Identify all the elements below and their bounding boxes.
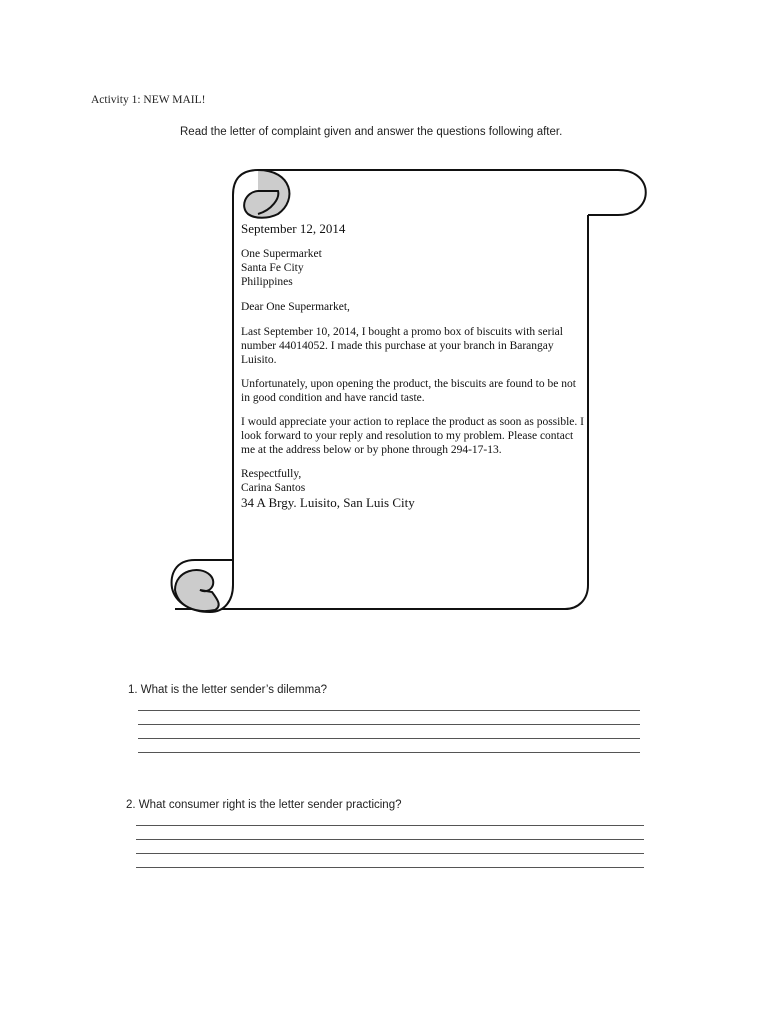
answer-line[interactable] (138, 724, 640, 725)
letter-paragraph: Last September 10, 2014, I bought a promo box of biscuits with serial number 44014052. I made this purchase at your branch in Barangay Luisito. (241, 326, 563, 366)
answer-line[interactable] (138, 738, 640, 739)
letter-date: September 12, 2014 (241, 221, 346, 236)
recipient-address-line: Santa Fe City (241, 262, 304, 274)
instructions-text: Read the letter of complaint given and answer the questions following after. (180, 126, 563, 138)
letter-salutation: Dear One Supermarket, (241, 301, 350, 313)
question-1: 1. What is the letter sender’s dilemma? (128, 684, 327, 696)
answer-line[interactable] (136, 853, 644, 854)
letter-paragraph: Unfortunately, upon opening the product, the biscuits are found to be not in good condition and have rancid taste. (241, 378, 576, 404)
answer-line[interactable] (136, 839, 644, 840)
recipient-address-line: One Supermarket (241, 248, 322, 260)
letter-paragraph: I would appreciate your action to replace the product as soon as possible. I look forward to your reply and resolution to my problem. Please contact me at the address below or by phone through 294-17-13. (241, 416, 584, 456)
answer-line[interactable] (138, 710, 640, 711)
letter-body (241, 222, 586, 510)
sender-name: Carina Santos (241, 482, 306, 494)
activity-title: Activity 1: NEW MAIL! (91, 94, 206, 106)
answer-line[interactable] (136, 867, 644, 868)
answer-line[interactable] (136, 825, 644, 826)
scroll-top-roll (258, 170, 646, 215)
answer-line[interactable] (138, 752, 640, 753)
scroll-top-curl (244, 170, 289, 218)
letter-closing: Respectfully, (241, 468, 302, 480)
sender-address: 34 A Brgy. Luisito, San Luis City (241, 495, 415, 510)
recipient-address-line: Philippines (241, 276, 293, 288)
question-2: 2. What consumer right is the letter sender practicing? (126, 799, 402, 811)
